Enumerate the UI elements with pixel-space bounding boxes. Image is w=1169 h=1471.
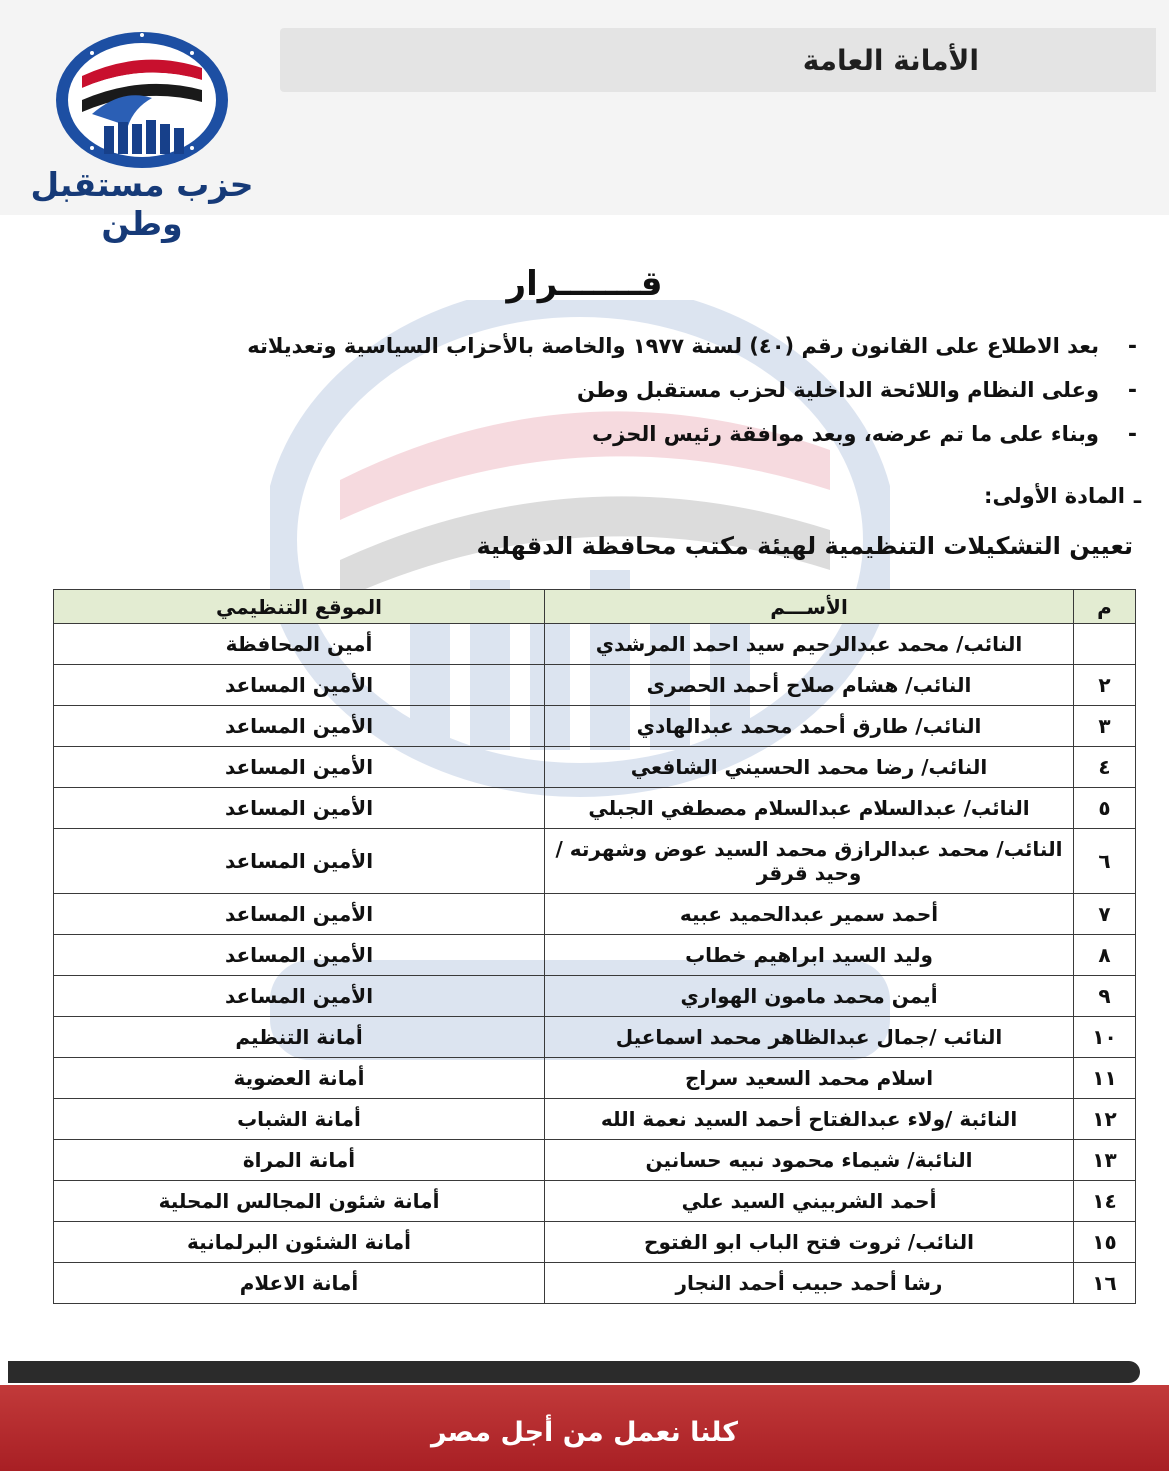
row-num: ١٥ <box>1074 1222 1136 1263</box>
bullet-dash: - <box>1127 334 1137 359</box>
row-name: النائب/ رضا محمد الحسيني الشافعي <box>545 747 1074 788</box>
preamble-line <box>0 422 1169 462</box>
members-table <box>53 589 1136 1304</box>
preamble-text: وبناء على ما تم عرضه، وبعد موافقة رئيس الحزب <box>592 422 1099 446</box>
preamble-text: بعد الاطلاع على القانون رقم (٤٠) لسنة ١٩٧٧ والخاصة بالأحزاب السياسية وتعديلاته <box>247 334 1099 358</box>
row-role: أمانة شئون المجالس المحلية <box>54 1181 545 1222</box>
header-role: الموقع التنظيمي <box>54 590 545 624</box>
table-row <box>54 1181 1136 1222</box>
decision-title: قـــــــرار <box>506 264 663 304</box>
row-name: النائب/ طارق أحمد محمد عبدالهادي <box>545 706 1074 747</box>
row-role: الأمين المساعد <box>54 829 545 894</box>
table-row <box>54 1140 1136 1181</box>
row-num: ١٤ <box>1074 1181 1136 1222</box>
row-name: النائبة /ولاء عبدالفتاح أحمد السيد نعمة الله <box>545 1099 1074 1140</box>
table-row <box>54 1222 1136 1263</box>
party-name: حزب مستقبل وطن <box>30 165 254 243</box>
bullet-dash: - <box>1127 378 1137 403</box>
row-num: ١١ <box>1074 1058 1136 1099</box>
table-row <box>54 624 1136 665</box>
row-num: ٢ <box>1074 665 1136 706</box>
row-num: ١٦ <box>1074 1263 1136 1304</box>
footer-slogan: كلنا نعمل من أجل مصر <box>430 1417 738 1448</box>
article-label: المادة الأولى: <box>984 484 1125 508</box>
row-num: ١٢ <box>1074 1099 1136 1140</box>
row-name: أيمن محمد مامون الهواري <box>545 976 1074 1017</box>
article-text: تعيين التشكيلات التنظيمية لهيئة مكتب محافظة الدقهلية <box>476 532 1133 560</box>
table-row <box>54 747 1136 788</box>
row-name: النائب /جمال عبدالظاهر محمد اسماعيل <box>545 1017 1074 1058</box>
preamble-line <box>0 334 1169 374</box>
row-name: رشا أحمد حبيب أحمد النجار <box>545 1263 1074 1304</box>
table-row <box>54 894 1136 935</box>
table-header-row <box>54 590 1136 624</box>
row-name: النائب/ محمد عبدالرازق محمد السيد عوض وشهرته /وحيد قرقر <box>545 829 1074 894</box>
row-num: ٨ <box>1074 935 1136 976</box>
row-role: أمين المحافظة <box>54 624 545 665</box>
row-name: أحمد سمير عبدالحميد عبيه <box>545 894 1074 935</box>
row-name: النائبة/ شيماء محمود نبيه حسانين <box>545 1140 1074 1181</box>
row-num <box>1074 624 1136 665</box>
footer-dark-bar <box>8 1361 1140 1383</box>
table-row <box>54 706 1136 747</box>
row-name: النائب/ ثروت فتح الباب ابو الفتوح <box>545 1222 1074 1263</box>
table-row <box>54 788 1136 829</box>
row-num: ٧ <box>1074 894 1136 935</box>
row-role: الأمين المساعد <box>54 788 545 829</box>
row-name: النائب/ محمد عبدالرحيم سيد احمد المرشدي <box>545 624 1074 665</box>
row-num: ٦ <box>1074 829 1136 894</box>
table-row <box>54 665 1136 706</box>
row-num: ١٣ <box>1074 1140 1136 1181</box>
preamble-line <box>0 378 1169 418</box>
row-role: الأمين المساعد <box>54 976 545 1017</box>
table-row <box>54 1099 1136 1140</box>
bullet-dash: - <box>1127 422 1137 447</box>
row-name: النائب/ هشام صلاح أحمد الحصرى <box>545 665 1074 706</box>
table-row <box>54 1058 1136 1099</box>
row-role: أمانة المراة <box>54 1140 545 1181</box>
table-row <box>54 935 1136 976</box>
header-title-bar <box>280 28 1156 92</box>
row-num: ١٠ <box>1074 1017 1136 1058</box>
row-role: أمانة الشئون البرلمانية <box>54 1222 545 1263</box>
table-row <box>54 1017 1136 1058</box>
article-dash: ـ <box>1133 484 1141 508</box>
table-row <box>54 976 1136 1017</box>
row-name: وليد السيد ابراهيم خطاب <box>545 935 1074 976</box>
row-name: أحمد الشربيني السيد علي <box>545 1181 1074 1222</box>
row-num: ٤ <box>1074 747 1136 788</box>
row-name: اسلام محمد السعيد سراج <box>545 1058 1074 1099</box>
header-name: الأســـم <box>545 590 1074 624</box>
row-role: الأمين المساعد <box>54 747 545 788</box>
row-num: ٣ <box>1074 706 1136 747</box>
preamble-text: وعلى النظام واللائحة الداخلية لحزب مستقبل وطن <box>576 378 1099 402</box>
secretariat-title: الأمانة العامة <box>802 44 979 77</box>
row-num: ٩ <box>1074 976 1136 1017</box>
row-num: ٥ <box>1074 788 1136 829</box>
header-num: م <box>1074 590 1136 624</box>
row-role: أمانة العضوية <box>54 1058 545 1099</box>
row-role: أمانة الشباب <box>54 1099 545 1140</box>
row-role: أمانة التنظيم <box>54 1017 545 1058</box>
party-logo-icon <box>52 28 232 178</box>
row-role: الأمين المساعد <box>54 935 545 976</box>
row-name: النائب/ عبدالسلام عبدالسلام مصطفي الجبلي <box>545 788 1074 829</box>
row-role: الأمين المساعد <box>54 665 545 706</box>
table-row <box>54 1263 1136 1304</box>
row-role: الأمين المساعد <box>54 706 545 747</box>
row-role: أمانة الاعلام <box>54 1263 545 1304</box>
table-row <box>54 829 1136 894</box>
row-role: الأمين المساعد <box>54 894 545 935</box>
